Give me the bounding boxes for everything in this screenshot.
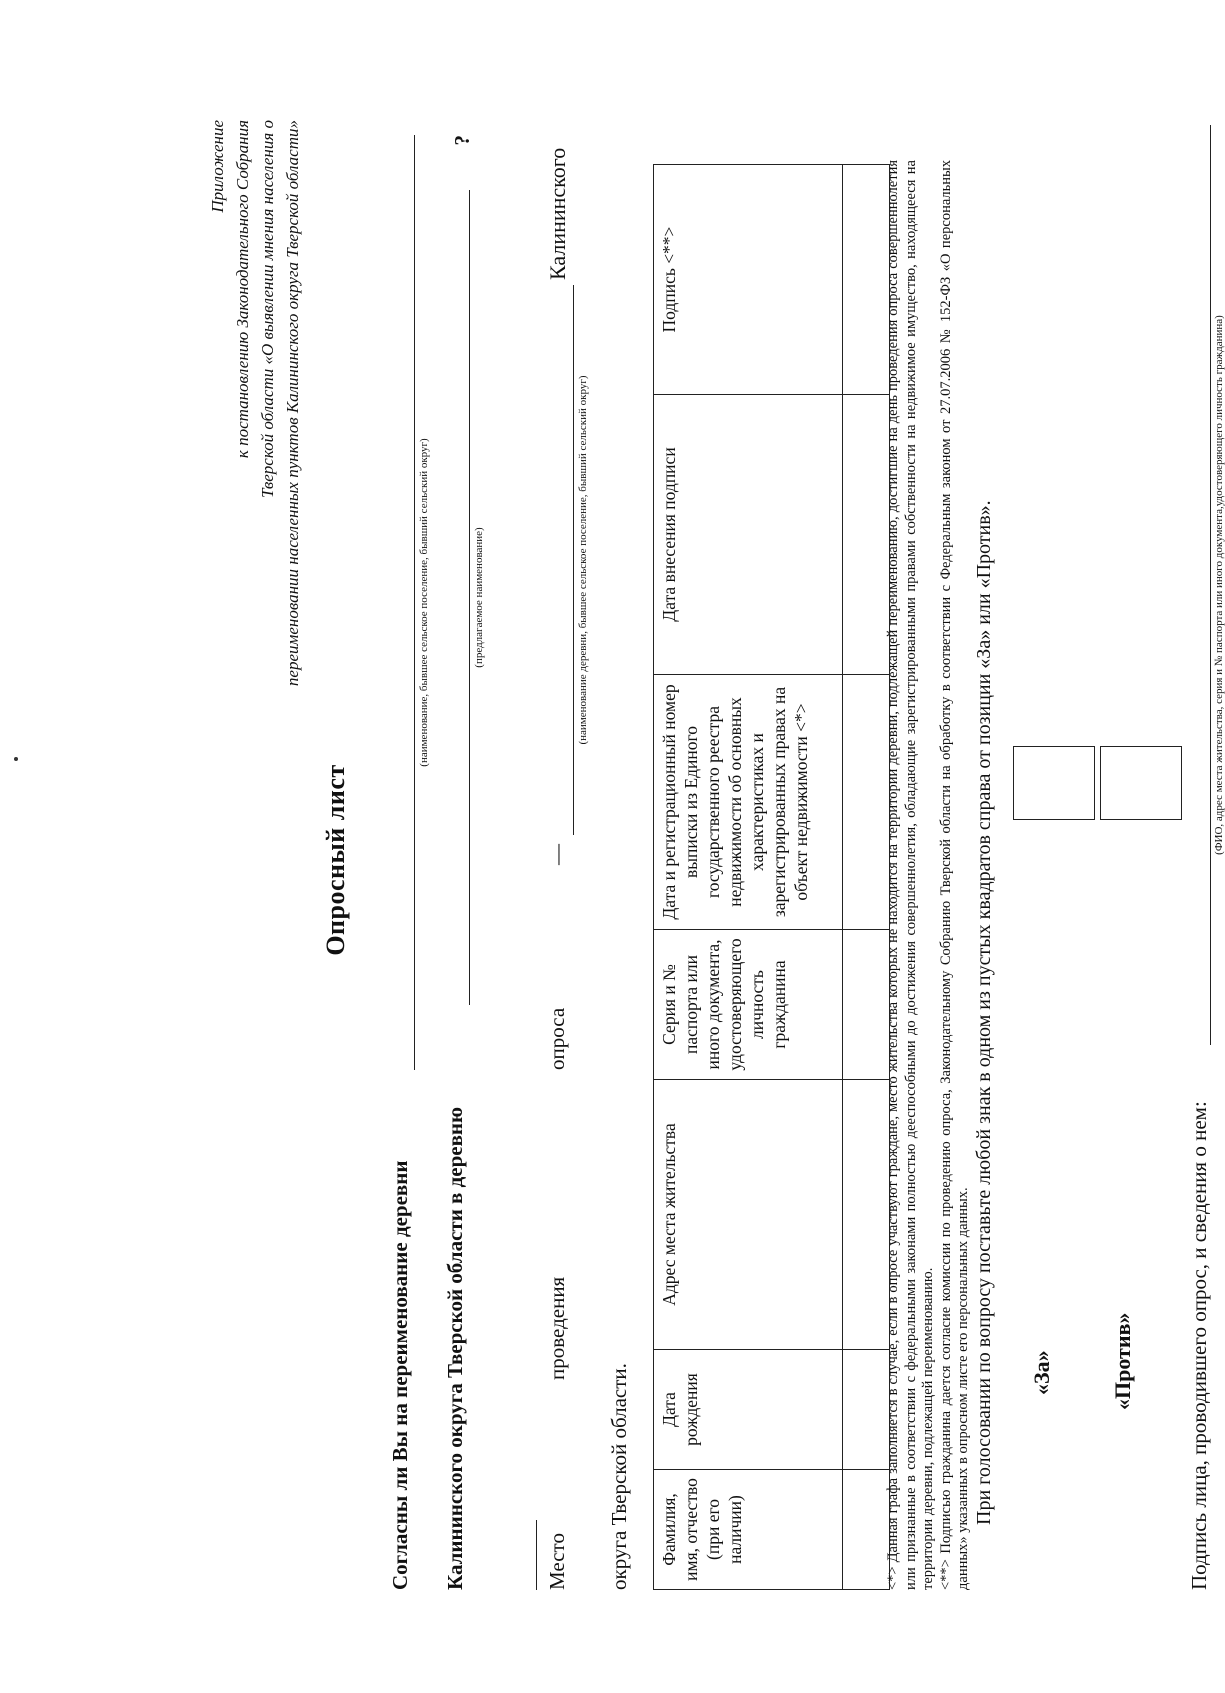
column-header-signature: Подпись <**> xyxy=(654,165,843,395)
appendix-resolution: к постановлению Законодательного Собрания xyxy=(233,120,252,459)
passport-cell[interactable] xyxy=(843,930,890,1080)
column-header-birth-date: Дата рождения xyxy=(654,1350,843,1470)
location-district: Калининского xyxy=(545,147,570,280)
table-header-row xyxy=(654,165,843,1590)
birth-date-cell[interactable] xyxy=(843,1350,890,1470)
new-name-hint: (предлагаемое наименование) xyxy=(473,527,485,668)
footnote-1: <*> Данная графа заполняется в случае, если в опросе участвуют граждане, место жительства которых не находится на территории деревни, подлежащей переименованию, достигшие на день проведения опроса совершеннолетия или признанные в соответствии с федеральными законами полностью дееспособными до достижения совершеннолетия, обладающие зарегистрированными правами собственности на недвижимое имущество, находящееся на территории деревни, подлежащей переименованию. xyxy=(885,160,936,1590)
signature-cell[interactable] xyxy=(843,165,890,395)
location-word-conducting: проведения xyxy=(545,1276,569,1380)
question-line-1: Согласны ли Вы на переименование деревни xyxy=(388,1160,412,1590)
appendix-header xyxy=(205,120,305,1020)
survey-table xyxy=(653,164,890,1590)
vote-against-checkbox[interactable] xyxy=(1100,746,1182,820)
location-line-2: округа Тверской области. xyxy=(607,1363,631,1590)
signature-field[interactable] xyxy=(1210,125,1211,1045)
new-name-field[interactable] xyxy=(469,190,470,1005)
scan-speck xyxy=(14,757,18,761)
appendix-region: Тверской области «О выявлении мнения населения о xyxy=(258,120,277,498)
signature-date-cell[interactable] xyxy=(843,395,890,675)
vote-against-label: «Против» xyxy=(1110,1312,1135,1410)
column-header-egrn-extract: Дата и регистрационный номер выписки из Единого государственного реестра недвижимости об основных характеристиках и зарегистрированных правах на объект недвижимости <*> xyxy=(654,675,843,930)
vote-for-label: «За» xyxy=(1029,1350,1054,1395)
column-header-signature-date: Дата внесения подписи xyxy=(654,395,843,675)
appendix-label: Приложение xyxy=(208,120,227,213)
egrn-extract-cell[interactable] xyxy=(843,675,890,930)
signature-hint: (ФИО, адрес места жительства, серия и № паспорта или иного документа,удостоверяющего личность гражданина) xyxy=(1213,315,1225,855)
vote-instruction: При голосовании по вопросу поставьте любой знак в одном из пустых квадратов справа от позиции «За» или «Против». xyxy=(973,500,995,1525)
footnotes xyxy=(885,160,973,1590)
question-mark: ? xyxy=(450,135,474,146)
village-name-hint: (наименование, бывшее сельское поселение, бывший сельский округ) xyxy=(418,438,430,767)
column-header-address: Адрес места жительства xyxy=(654,1080,843,1350)
footnote-2: <**> Подписью гражданина дается согласие комиссии по проведению опроса, Законодательному Собранию Тверской области на обработку в соответствии с Федеральным законом от 27.07.2006 № 152-ФЗ «О персональных данных» указанных в опросном листе его персональных данных. xyxy=(937,160,971,1590)
column-header-passport: Серия и № паспорта или иного документа, удостоверяющего личность гражданина xyxy=(654,930,843,1080)
page-title: Опросный лист xyxy=(321,764,350,956)
blank-line xyxy=(536,1520,537,1590)
vote-for-checkbox[interactable] xyxy=(1013,746,1095,820)
location-hint: (наименование деревни, бывшее сельское поселение, бывший сельский округ) xyxy=(577,375,589,745)
location-dash: — xyxy=(545,844,569,865)
appendix-subject: переименовании населенных пунктов Калининского округа Тверской области» xyxy=(283,120,302,687)
village-name-field[interactable] xyxy=(414,135,415,1070)
signature-line-label: Подпись лица, проводившего опрос, и сведения о нем: xyxy=(1187,1101,1211,1590)
table-row xyxy=(843,165,890,1590)
location-field[interactable] xyxy=(573,285,574,835)
question-line-2: Калининского округа Тверской области в деревню xyxy=(443,1106,467,1590)
column-header-full-name: Фамилия, имя, отчество (при его наличии) xyxy=(654,1470,843,1590)
address-cell[interactable] xyxy=(843,1080,890,1350)
location-word-survey: опроса xyxy=(545,1007,569,1070)
full-name-cell[interactable] xyxy=(843,1470,890,1590)
location-word-place: Место xyxy=(545,1533,569,1590)
form-sheet xyxy=(205,110,1225,1610)
